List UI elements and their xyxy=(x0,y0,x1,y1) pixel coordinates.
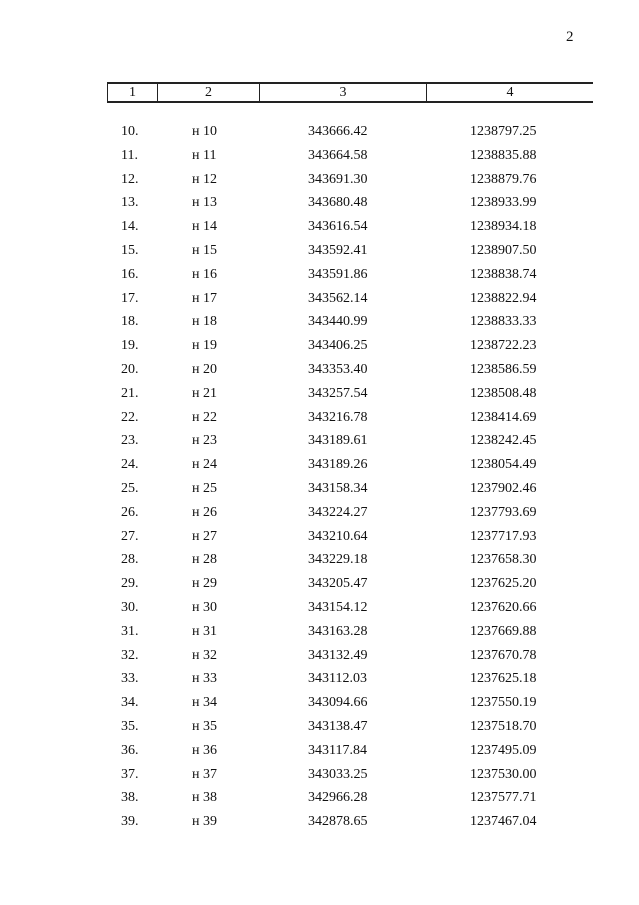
point-label: н 28 xyxy=(192,552,217,568)
y-coordinate: 1237467.04 xyxy=(470,814,537,830)
y-coordinate: 1237625.18 xyxy=(470,671,537,687)
table-row xyxy=(0,195,639,219)
table-row xyxy=(0,814,639,838)
table-row xyxy=(0,552,639,576)
x-coordinate: 343189.26 xyxy=(308,457,368,473)
y-coordinate: 1237577.71 xyxy=(470,790,537,806)
point-label: н 33 xyxy=(192,671,217,687)
point-label: н 20 xyxy=(192,361,217,377)
table-row xyxy=(0,148,639,172)
x-coordinate: 343691.30 xyxy=(308,171,368,187)
point-label: н 10 xyxy=(192,124,217,139)
x-coordinate: 343210.64 xyxy=(308,528,368,544)
point-label: н 11 xyxy=(192,147,217,163)
y-coordinate: 1238586.59 xyxy=(470,361,537,377)
table-row xyxy=(0,457,639,481)
y-coordinate: 1237495.09 xyxy=(470,742,537,758)
row-number: 35. xyxy=(121,718,139,734)
y-coordinate: 1237670.78 xyxy=(470,647,537,663)
point-label: н 17 xyxy=(192,290,217,306)
row-number: 36. xyxy=(121,742,139,758)
table-row xyxy=(0,790,639,814)
x-coordinate: 343440.99 xyxy=(308,314,368,330)
table-row xyxy=(0,743,639,767)
point-label: н 27 xyxy=(192,528,217,544)
column-header-3: 3 xyxy=(260,83,427,102)
table-row xyxy=(0,243,639,267)
y-coordinate: 1237902.46 xyxy=(470,480,537,496)
point-label: н 31 xyxy=(192,623,217,639)
x-coordinate: 343205.47 xyxy=(308,576,368,592)
y-coordinate: 1237530.00 xyxy=(470,766,537,782)
point-label: н 12 xyxy=(192,171,217,187)
y-coordinate: 1238797.25 xyxy=(470,124,537,139)
point-label: н 15 xyxy=(192,242,217,258)
point-label: н 35 xyxy=(192,718,217,734)
x-coordinate: 343112.03 xyxy=(308,671,367,687)
table-row xyxy=(0,624,639,648)
point-label: н 29 xyxy=(192,576,217,592)
x-coordinate: 343224.27 xyxy=(308,504,368,520)
row-number: 32. xyxy=(121,647,139,663)
row-number: 28. xyxy=(121,552,139,568)
y-coordinate: 1238838.74 xyxy=(470,266,537,282)
y-coordinate: 1237620.66 xyxy=(470,599,537,615)
row-number: 30. xyxy=(121,599,139,615)
row-number: 12. xyxy=(121,171,139,187)
row-number: 38. xyxy=(121,790,139,806)
row-number: 23. xyxy=(121,433,139,449)
table-row xyxy=(0,219,639,243)
row-number: 26. xyxy=(121,504,139,520)
table-row xyxy=(0,172,639,196)
table-row xyxy=(0,124,639,148)
row-number: 24. xyxy=(121,457,139,473)
table-row xyxy=(0,433,639,457)
column-header-row xyxy=(108,83,594,102)
table-row xyxy=(0,314,639,338)
x-coordinate: 343216.78 xyxy=(308,409,368,425)
table-row xyxy=(0,671,639,695)
row-number: 11. xyxy=(121,147,138,163)
x-coordinate: 343189.61 xyxy=(308,433,368,449)
table-row xyxy=(0,648,639,672)
x-coordinate: 343158.34 xyxy=(308,480,368,496)
table-row xyxy=(0,410,639,434)
x-coordinate: 343094.66 xyxy=(308,695,368,711)
row-number: 15. xyxy=(121,242,139,258)
point-label: н 14 xyxy=(192,219,217,235)
row-number: 16. xyxy=(121,266,139,282)
x-coordinate: 343138.47 xyxy=(308,718,368,734)
y-coordinate: 1238835.88 xyxy=(470,147,537,163)
row-number: 17. xyxy=(121,290,139,306)
y-coordinate: 1238907.50 xyxy=(470,242,537,258)
x-coordinate: 343163.28 xyxy=(308,623,368,639)
x-coordinate: 343229.18 xyxy=(308,552,368,568)
table-row xyxy=(0,600,639,624)
point-label: н 37 xyxy=(192,766,217,782)
x-coordinate: 343406.25 xyxy=(308,338,368,354)
row-number: 27. xyxy=(121,528,139,544)
table-row xyxy=(0,481,639,505)
y-coordinate: 1237518.70 xyxy=(470,718,537,734)
row-number: 33. xyxy=(121,671,139,687)
point-label: н 32 xyxy=(192,647,217,663)
table-row xyxy=(0,267,639,291)
row-number: 25. xyxy=(121,480,139,496)
row-number: 20. xyxy=(121,361,139,377)
row-number: 29. xyxy=(121,576,139,592)
x-coordinate: 343592.41 xyxy=(308,242,368,258)
row-number: 10. xyxy=(121,124,139,139)
row-number: 34. xyxy=(121,695,139,711)
point-label: н 16 xyxy=(192,266,217,282)
point-label: н 23 xyxy=(192,433,217,449)
y-coordinate: 1237717.93 xyxy=(470,528,537,544)
column-header-4: 4 xyxy=(427,83,594,102)
point-label: н 24 xyxy=(192,457,217,473)
table-row xyxy=(0,386,639,410)
table-row xyxy=(0,291,639,315)
y-coordinate: 1238414.69 xyxy=(470,409,537,425)
table-row xyxy=(0,719,639,743)
point-label: н 34 xyxy=(192,695,217,711)
x-coordinate: 343132.49 xyxy=(308,647,368,663)
y-coordinate: 1237625.20 xyxy=(470,576,537,592)
column-header-1: 1 xyxy=(108,83,158,102)
column-header-2: 2 xyxy=(158,83,260,102)
row-number: 13. xyxy=(121,195,139,211)
point-label: н 25 xyxy=(192,480,217,496)
point-label: н 36 xyxy=(192,742,217,758)
table-row xyxy=(0,505,639,529)
x-coordinate: 343680.48 xyxy=(308,195,368,211)
y-coordinate: 1237658.30 xyxy=(470,552,537,568)
x-coordinate: 343353.40 xyxy=(308,361,368,377)
y-coordinate: 1238722.23 xyxy=(470,338,537,354)
y-coordinate: 1237550.19 xyxy=(470,695,537,711)
x-coordinate: 343664.58 xyxy=(308,147,368,163)
table-row xyxy=(0,695,639,719)
x-coordinate: 343257.54 xyxy=(308,385,368,401)
x-coordinate: 343616.54 xyxy=(308,219,368,235)
table-row xyxy=(0,362,639,386)
point-label: н 26 xyxy=(192,504,217,520)
point-label: н 22 xyxy=(192,409,217,425)
x-coordinate: 343666.42 xyxy=(308,124,368,139)
table-row xyxy=(0,338,639,362)
point-label: н 18 xyxy=(192,314,217,330)
point-label: н 30 xyxy=(192,599,217,615)
x-coordinate: 343033.25 xyxy=(308,766,368,782)
table-row xyxy=(0,576,639,600)
y-coordinate: 1238508.48 xyxy=(470,385,537,401)
y-coordinate: 1237669.88 xyxy=(470,623,537,639)
point-label: н 39 xyxy=(192,814,217,830)
row-number: 21. xyxy=(121,385,139,401)
point-label: н 19 xyxy=(192,338,217,354)
row-number: 18. xyxy=(121,314,139,330)
y-coordinate: 1238934.18 xyxy=(470,219,537,235)
column-header-table xyxy=(107,82,593,103)
y-coordinate: 1238242.45 xyxy=(470,433,537,449)
point-label: н 21 xyxy=(192,385,217,401)
row-number: 14. xyxy=(121,219,139,235)
table-row xyxy=(0,529,639,553)
point-label: н 38 xyxy=(192,790,217,806)
y-coordinate: 1237793.69 xyxy=(470,504,537,520)
table-row xyxy=(0,767,639,791)
y-coordinate: 1238879.76 xyxy=(470,171,537,187)
point-label: н 13 xyxy=(192,195,217,211)
x-coordinate: 342878.65 xyxy=(308,814,368,830)
y-coordinate: 1238833.33 xyxy=(470,314,537,330)
row-number: 39. xyxy=(121,814,139,830)
row-number: 22. xyxy=(121,409,139,425)
y-coordinate: 1238054.49 xyxy=(470,457,537,473)
row-number: 37. xyxy=(121,766,139,782)
page-number: 2 xyxy=(566,29,574,45)
x-coordinate: 343591.86 xyxy=(308,266,368,282)
y-coordinate: 1238933.99 xyxy=(470,195,537,211)
coordinate-rows xyxy=(0,124,639,838)
x-coordinate: 342966.28 xyxy=(308,790,368,806)
x-coordinate: 343562.14 xyxy=(308,290,368,306)
y-coordinate: 1238822.94 xyxy=(470,290,537,306)
row-number: 19. xyxy=(121,338,139,354)
row-number: 31. xyxy=(121,623,139,639)
x-coordinate: 343117.84 xyxy=(308,742,367,758)
x-coordinate: 343154.12 xyxy=(308,599,368,615)
